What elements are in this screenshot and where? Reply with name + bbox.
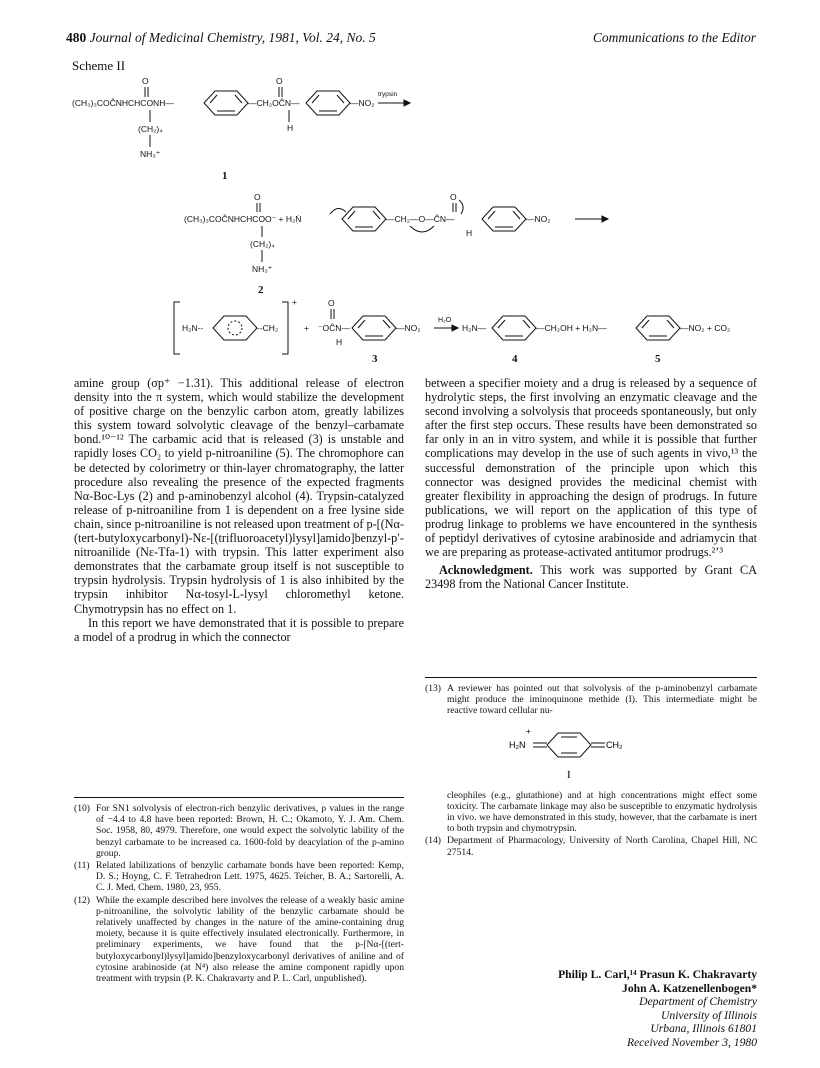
nitro-group: —NO₂ [526, 214, 551, 224]
compound-2-label: 2 [258, 284, 264, 296]
benzene-ring-icon [306, 91, 350, 115]
compound-1-label: 1 [222, 170, 228, 182]
scheme-row-2 [184, 192, 608, 296]
compound-3-label: 3 [372, 353, 378, 365]
lysine-chain: (CH₂)₄ [138, 124, 163, 134]
carbamate-linker: —CH₂OĈN— [248, 98, 300, 108]
lysine-chain: (CH₂)₄ [250, 239, 275, 249]
ack-heading: Acknowledgment. [439, 563, 533, 578]
affiliation-univ: University of Illinois [661, 1008, 757, 1022]
affiliation-dept: Department of Chemistry [639, 995, 757, 1009]
amide-h: H [336, 337, 343, 347]
nitro-group: —NO₂ [396, 323, 421, 333]
body-paragraph: In this report we have demonstrated that it is possible to prepare a model of a prodrug in which the connector [74, 615, 404, 644]
benzyl-carbamate: —CH₂—O—ĈN— [386, 214, 455, 224]
compound-4-label: 4 [512, 353, 518, 365]
footnote-12: (12) While the example described here involves the release of a weakly basic amine p-nitroaniline, the solvolytic lability of the benzylic carbamate should be relatively unaffected by changes in the nature of the amine-containing drug moiety, because it is quite effectively insulated electronically. Furthermore, in preliminary experiments, we have found that the p-[Nα-[(tert-butyloxycarbonyl)lysyl]amido]benzyloxycarbonyl derivatives of aniline and of cytosine arabinoside (at N⁴) also release the amine component rapidly upon treatment with trypsin (P. K. Chakravarty and P. L. Carl, unpublished). [74, 894, 404, 985]
carbonyl-o-2: O [276, 76, 283, 86]
boc-lys-amide: (CH₃)₃COĈNHCHCONH— [72, 98, 174, 108]
quinone-ring-icon [533, 733, 605, 757]
ammonium: NH₃⁺ [252, 264, 273, 274]
ammonium: NH₃⁺ [140, 149, 161, 159]
benzene-ring-icon [342, 207, 386, 231]
page-number: 480 [66, 30, 87, 45]
benzene-ring-icon [352, 316, 396, 340]
carbonyl-o: O [254, 192, 261, 202]
bracket-right-icon [282, 302, 288, 354]
aminobenzyl-amine: H₂N— [462, 323, 487, 333]
body-paragraph: amine group (σp⁺ −1.31). This additional release of electron density into the π system, which would stabilize the development of positive charge on the benzylic carbon atom, greatly labilizes this system toward solvolytic cleavage of the benzyl–carbamate bond.¹⁰⁻¹² The carbamic acid that is released (3) is unstable and rapidly loses CO₂ to yield p-nitroaniline (5). The chromophore can be detected by colorimetry or thin-layer chromatography, the latter procedure also revealing the presence of the expected fragments Nα-Boc-Lys (2) and p-aminobenzyl alcohol (4). Trypsin-catalyzed release of p-nitroaniline from 1 is dependent on a free lysine side chain, since p-nitroaniline is not released upon treatment of p-[(Nα-(tert-butyloxycarbonyl)-Nε-[(trifluoroacetyl)lysyl]amido]benzyl-p′-nitroanilide (Nε-Tfa-1) with trypsin. This latter experiment also demonstrates that the carbamate group itself is not susceptible to trypsin hydrolysis. Trypsin hydrolysis of 1 is also inhibited by the trypsin inhibitor Nα-tosyl-L-lysyl chloromethyl ketone. Chymotrypsin has no effect on 1. [74, 376, 404, 616]
carbonyl-o-2: O [450, 192, 457, 202]
section-title: Communications to the Editor [592, 30, 756, 45]
quinone-methylene: --CH₂ [257, 323, 279, 333]
iminoquinone-structure [425, 718, 757, 790]
benzene-ring-icon [204, 91, 248, 115]
right-column [425, 376, 757, 591]
iminium-n: H₂N [509, 739, 526, 750]
received-date: Received November 3, 1980 [626, 1035, 757, 1049]
bracket-left-icon [174, 302, 180, 354]
benzene-ring-icon [213, 316, 257, 340]
scheme-row-3 [174, 297, 730, 365]
scheme-row-1 [72, 76, 410, 182]
right-footnotes [425, 683, 757, 859]
electron-push-arrow-icon [410, 226, 434, 232]
footnote-divider [74, 797, 404, 798]
arrow-label-trypsin: trypsin [378, 91, 398, 98]
plus-sign: + [304, 323, 309, 333]
benzyl-alcohol-plus-amine: —CH₂OH + H₂N— [536, 323, 607, 333]
acknowledgment [425, 563, 757, 591]
compound-5-label: 5 [655, 353, 661, 365]
iminium-charge: + [526, 726, 531, 736]
amide-h: H [466, 228, 473, 238]
author-line-2: John A. Katzenellenbogen* [622, 981, 757, 995]
footnote-13-cont: cleophiles (e.g., glutathione) and at high concentrations might effect some toxicity. The carbamate linkage may also be susceptible to enzymatic hydrolysis in vivo. we have demonstrated in this study, however, that the carbamate is inert to both trypsin and chymotrypsin. [447, 789, 757, 835]
ack-body: This work was supported by Grant CA 23498 from the National Cancer Institute. [425, 563, 757, 592]
footnote-13: (13) A reviewer has pointed out that solvolysis of the p-aminobenzyl carbamate might produce the iminoquinone methide (I). This intermediate might be reactive toward cellular nu- [425, 683, 757, 717]
amide-h: H [287, 123, 294, 133]
author-line-1: Philip L. Carl,¹⁴ Prasun K. Chakravarty [558, 968, 757, 981]
nitro-group: —NO₂ [350, 98, 375, 108]
author-block [425, 968, 757, 1050]
benzene-ring-icon [482, 207, 526, 231]
body-paragraph: between a specifier moiety and a drug is released by a sequence of hydrolytic steps, the first involving an enzymatic cleavage and the second involving a solvolysis that proceeds spontaneously, but only after the first step occurs. These results have been demonstrated so far only in an in vitro system, and while it is possible that further complications may develop in the use of such agents in vivo,¹³ the successful demonstration of the principle upon which this connector was designed provides the medicinal chemist with greater flexibility in approaching the design of prodrugs. In future publications, we will report on the application of this type of prodrug linkage to problems we have encountered in the synthesis of peptidyl derivatives of cytosine arabinoside and adriamycin that we are preparing as protease-activated antitumor prodrugs.²ʼ³ [425, 376, 757, 560]
electron-push-arrow-icon [330, 208, 346, 214]
quinone-amine: H₂N-- [182, 323, 204, 333]
arrow-label-water: H₂O [438, 317, 452, 324]
footnote-divider [425, 677, 757, 678]
nitroaniline-plus-co2: —NO₂ + CO₂ [680, 323, 731, 333]
electron-push-arrow-icon [459, 200, 463, 214]
affiliation-city: Urbana, Illinois 61801 [650, 1022, 757, 1036]
carbonyl-o: O [328, 298, 335, 308]
benzene-ring-icon [636, 316, 680, 340]
left-footnotes [74, 803, 404, 985]
methylene: CH₂ [606, 739, 623, 750]
boc-lys-carboxylate: (CH₃)₃COĈNHCHCOO⁻ + H₂Ṅ [184, 214, 302, 224]
structure-label: I [567, 768, 571, 781]
left-column [74, 376, 404, 644]
footnote-14: (14) Department of Pharmacology, University of North Carolina, Chapel Hill, NC 27514. [425, 835, 757, 858]
cation-charge: + [292, 297, 297, 307]
carbonyl-o: O [142, 76, 149, 86]
footnote-10: (10) For SN1 solvolysis of electron-rich benzylic derivatives, ρ values in the range of −4.4 to 4.8 have been reported: Brown, H. C.; Okamoto, Y. J. Am. Chem. Soc. 1958, 80, 4979. Therefore, one would expect the solvolytic lability of the benzyl carbamate to be increased ca. 1600-fold by deacylation of the p-amino group. [74, 803, 404, 859]
benzene-ring-icon [492, 316, 536, 340]
scheme-label: Scheme II [72, 58, 126, 73]
footnote-11: (11) Related labilizations of benzylic carbamate bonds have been reported: Kemp, D. S.; Hoyng, C. F. Tetrahedron Lett. 1975, 4625. Teicher, B. A.; Sartorelli, A. C. J. Med. Chem. 1980, 23, 955. [74, 860, 404, 894]
carbamate-anion: ⁻OĈN— [318, 323, 350, 333]
journal-citation: Journal of Medicinal Chemistry, 1981, Vol. 24, No. 5 [89, 30, 376, 45]
reaction-scheme [0, 0, 820, 372]
